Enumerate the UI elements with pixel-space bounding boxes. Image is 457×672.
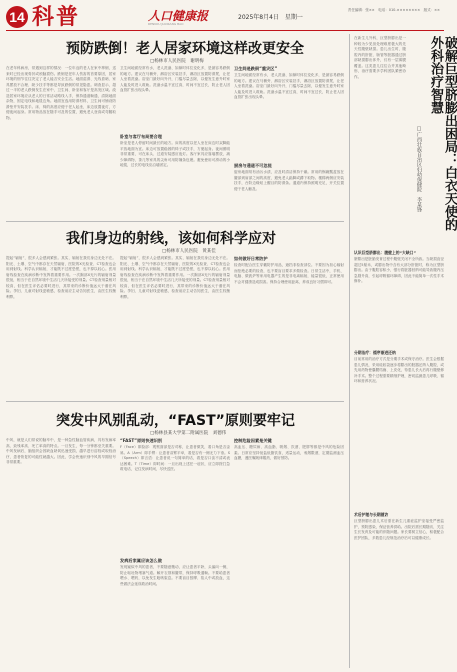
article1-body-col2b: 卧室是老人停留时间最长的地方。床的高度以老人坐在床边时双脚能平放地面为宜。床边可放置稳固的椅子或扶手，方便起身。夜间照明非常重要，可在床头、过道安装感应夜灯。客厅家具应靠墙摆放，减少障碍物，茶几等家具的尖角可用防撞条包裹。避免使用可滑动的小地毯，过长的电线应沿墙固定。: [120, 141, 230, 167]
article4-body-col3: 巨型脐膨出患儿术后需在新生儿重症监护室接受严密监护，预防感染，保证营养供给。出院后需长期随访，关注生长发育及可能的伴随问题。家长要树立信心，积极配合医护团队，多数患儿经规范治疗后可以健康成长。: [354, 519, 444, 540]
article2-subheading-1: 如何做好日常防护: [234, 256, 268, 261]
column-divider: [349, 34, 350, 668]
article1-body-col1: 在老年科病房，常遇到这样的情况：一位年迈的老人在家中摔倒，送来时已经出现骨折或颅脑损伤。跌倒是老年人伤害的首要原因，居家环境的细节往往决定了老人能否安全生活。地面湿滑、光线昏暗、家具摆放不合理、缺少扶手等都是导致跌倒的常见隐患。调查显示，超过一半的老人跌倒发生在家中，卫生间、卧室和客厅是高发区域。改造居家环境应从老人的日常活动路线入手，保持通道畅通，清除地面杂物，固定电线和地毯边角。地面宜选用防滑材料，卫生间可铺设防滑垫并安装扶手。床、椅的高度应便于老人起坐，床边放置夜灯，方便夜间起身。常用物品放在随手可及的位置，避免老人登高或弯腰取物。: [6, 66, 116, 120]
article3-body-col1: 中风，就是人们常说的脑卒中，是一种急性脑血管疾病，具有发病率高、致残率高、死亡率高的特点。一旦发生，每一分钟都至关重要。中风发病后，脑组织会因缺血缺氧迅速受损，越早进行溶栓或取栓治疗，患者恢复的可能性就越大。因此，学会快速识别中风的早期信号非常重要。: [6, 438, 116, 464]
masthead-logo: 人口健康报: [148, 9, 209, 23]
page-header: [6, 4, 444, 30]
article1-headline: 预防跌倒！老人居家环境这样改更安全: [66, 41, 304, 57]
article3-subheading-1: “FAST”原则快速识别: [120, 438, 163, 443]
article4-headline: 破解巨型脐膨出困局：白衣天使的外科治疗智慧: [428, 36, 457, 231]
article4-subheading-3: 术后护理与长期随访: [354, 512, 389, 517]
article1-body-col3b: 厨房地面易有油污水渍，应及时清洁保持干燥。常用的锅碗瓢盆放在腰部到肩部之间的高度，避免老人踮脚或蹲下取物。楼梯两侧应安装扶手，台阶边缘贴上醒目的防滑条。通道内保持照明充足，开关位置便于老人触及。: [234, 170, 344, 191]
article4-body-col1: 脐膨出是胚胎发育过程中腹壁关闭不全所致。当缺损直径超过5厘米，或膨出物中含有大部分肝脏时，称为巨型脐膨出。由于腹腔容积小，强行将脏器回纳可能导致腹内压急剧升高，引起呼吸循环障碍，因此不能简单一次性手术修补。: [354, 257, 444, 283]
article3-subheading-2: 发病后家属应该怎么做: [120, 558, 162, 563]
article4-byline: □广西壮族自治区妇幼保健院 李某锋: [416, 126, 422, 212]
article3-body-col3: 高血压、糖尿病、高血脂、吸烟、饮酒、肥胖等都是中风的危险因素。日常应坚持低盐低脂饮食，适量运动，戒烟限酒，定期监测血压血糖，遵医嘱规律服药，做好预防。: [234, 445, 344, 460]
article4-body-col2: 目前常用的治疗方式是分期手术或保守治疗。医生会根据患儿情况，采用硅胶袋逐步将膨出的脏器还纳入腹腔，或先用药物使囊膜结痂、上皮化，待患儿长大后再行腹壁修补手术。整个过程需要精细护理，密切监测患儿呼吸、循环和营养状况。: [354, 357, 444, 383]
header-divider: [6, 30, 444, 31]
article4-subheading-2: 分期治疗：循序渐进还纳: [354, 350, 396, 355]
article3-body-col2: F（Face）即脸部：观察面部是否对称，让患者微笑，看口角是否歪斜。A（Arm）即手臂：让患者双臂平举，看是否有一侧无力下垂。S（Speech）即言语：让患者说一句简单的话，看是否口齿不清或表达困难。T（Time）即时间：一旦出现上述任一症状，应立即拨打急救电话，记住发病时间，尽快送医。: [120, 445, 230, 471]
article3-byline: □杨林县某大学第二附属医院 刘德伟: [150, 431, 227, 436]
article2-byline: □杨林市人民医院 黄某佳: [162, 249, 216, 254]
article2-body-col2: 提起“辐射”，很多人会感到紧张。其实，辐射在我们身边无处不在。阳光、土壤、空气中都存在天然辐射，医院的X光检查、CT检查也会用到射线。科学认识辐射，才能既不过度恐慌，也不掉以轻心。医用射线检查在疾病诊断中发挥着重要作用。一次胸部X光片的辐射剂量很低，相当于在自然环境中生活几天所接受的剂量。CT检查剂量相对较高，但在医生评估必要时进行，其带来的诊断价值远大于潜在风险。孕妇、儿童对射线更敏感，检查前应主动告知医生，由医生权衡利弊。: [120, 256, 230, 299]
article1-body-col2: 卫生间地面经常有水，老人洗澡、如厕时体位变化多，是最容易跌倒的地方。建议在马桶旁、淋浴区安装扶手，淋浴区放置防滑凳，让老人坐着洗澡。浴室门最好向外开，门槛尽量去除，以便发生意外时家人能及时进入救助。洗澡水温不宜过高，时间不宜过长，防止老人因血管扩张出现头晕。: [120, 66, 230, 92]
issue-date: 2025年8月4日 星期一: [238, 14, 303, 21]
article3-headline: 突发中风别乱动，“FAST”原则要牢记: [56, 413, 295, 429]
article2-body-col1: 提起“辐射”，很多人会感到紧张。其实，辐射在我们身边无处不在。阳光、土壤、空气中都存在天然辐射，医院的X光检查、CT检查也会用到射线。科学认识辐射，才能既不过度恐慌，也不掉以轻心。医用射线检查在疾病诊断中发挥着重要作用。一次胸部X光片的辐射剂量很低，相当于在自然环境中生活几天所接受的剂量。CT检查剂量相对较高，但在医生评估必要时进行，其带来的诊断价值远大于潜在风险。孕妇、儿童对射线更敏感，检查前应主动告知医生，由医生权衡利弊。: [6, 256, 116, 299]
divider-2: [6, 401, 344, 402]
masthead-subtitle: RENKOU JIANKANG BAO: [148, 22, 184, 26]
article1-subheading-1: 卫生间是跌倒“重灾区”: [234, 66, 278, 71]
article1-subheading-2: 卧室与客厅布局要合理: [120, 134, 162, 139]
article4-subheading-1: 认识巨型脐膨出：腹壁上的“大缺口”: [354, 250, 416, 255]
article1-body-col3: 卫生间地面经常有水，老人洗澡、如厕时体位变化多，是最容易跌倒的地方。建议在马桶旁、淋浴区安装扶手，淋浴区放置防滑凳，让老人坐着洗澡。浴室门最好向外开，门槛尽量去除，以便发生意外时家人能及时进入救助。洗澡水温不宜过高，时间不宜过长，防止老人因血管扩张出现头晕。: [234, 73, 344, 99]
article4-body-top: 在新生儿外科，巨型脐膨出是一种较为少见但处理难度极大的先天性腹壁缺损。患儿出生时，腹腔内的肝脏、肠管等脏器通过脐部缺损膨出体外，仅有一层薄膜覆盖。这类患儿往往合并其他畸形，治疗需要多学科团队紧密协作。: [354, 36, 406, 79]
editor-info: 责任编辑：张×× 电话：010-×××××××× 版式：××: [347, 8, 440, 12]
article1-subheading-3: 厨房与通道不可忽视: [234, 163, 272, 168]
article2-headline: 我们身边的射线，该如何科学应对: [66, 231, 276, 247]
article3-subheading-3: 控制危险因素是关键: [234, 438, 272, 443]
article3-body-col2b: 发现疑似中风的患者，不要随意搬动，应让患者平卧，头偏向一侧，防止呕吐物堵塞气道。解开衣领和腰带，保持呼吸通畅。不要给患者喂水、喂药，以免发生呛咳窒息。不要盲目按摩、掐人中或放血，这些做法会延误救治时间。: [120, 565, 230, 586]
divider-1: [6, 221, 344, 222]
article2-body-col3: 检查时配合医生穿戴防护用品，遮挡非检查部位。不要因为担心辐射而拒绝必要的检查，也不要盲目要求多做检查。日常生活中，手机、电脑、微波炉等家用电器产生的是非电离辐射，能量很低，正常使用不会对健康造成损害。保持合理使用距离，养成良好习惯即可。: [234, 263, 344, 284]
section-title: 科普: [32, 4, 81, 30]
article1-byline: □杨林市人民医院 谢明梅: [150, 59, 204, 64]
page-number-badge: 14: [6, 6, 28, 28]
